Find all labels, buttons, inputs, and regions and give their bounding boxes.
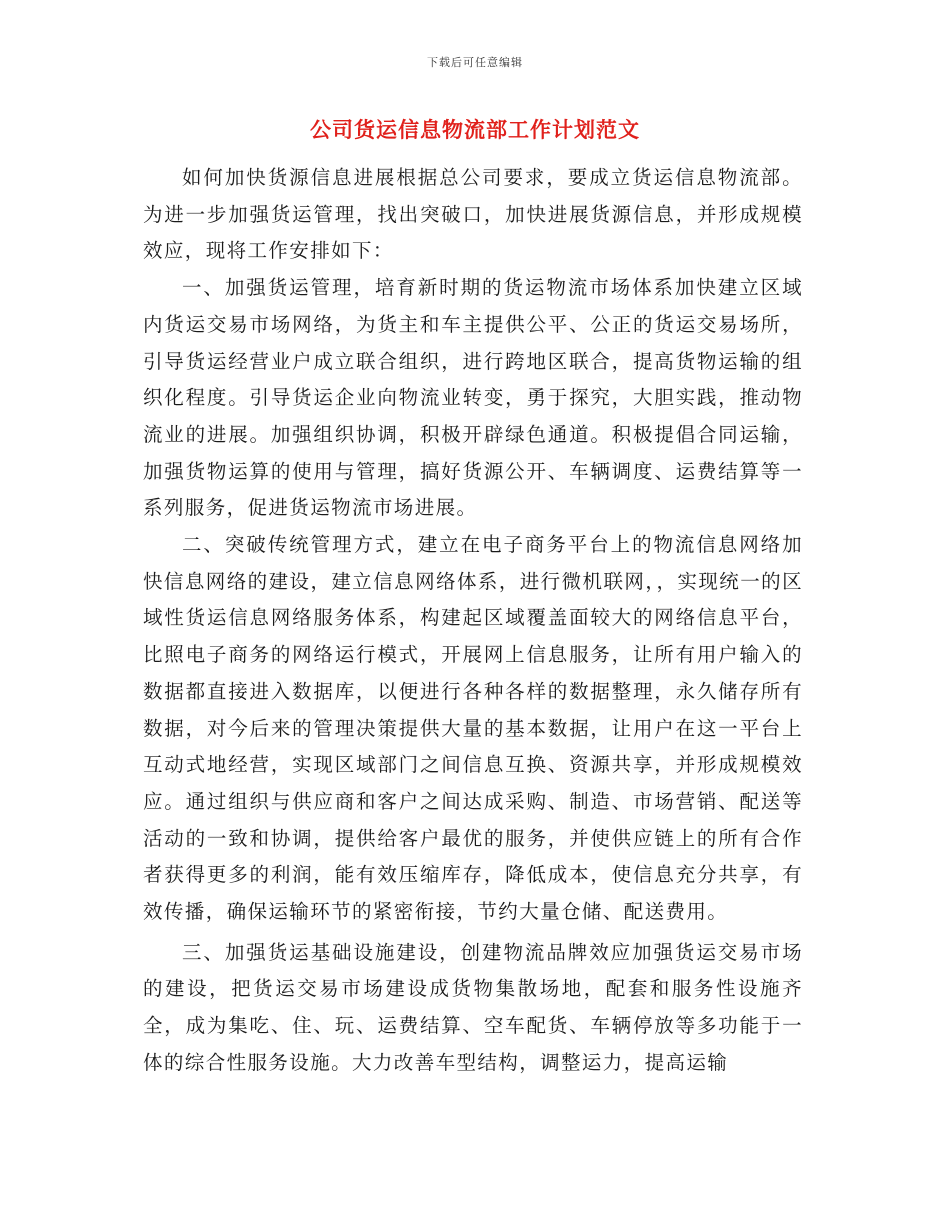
document-body — [143, 160, 803, 1082]
paragraph-section-3: 三、加强货运基础设施建设，创建物流品牌效应加强货运交易市场的建设，把货运交易市场建设成货物集散场地，配套和服务性设施齐全，成为集吃、住、玩、运费结算、空车配货、车辆停放等多功能于一体的综合性服务设施。大力改善车型结构，调整运力，提高运输 — [143, 940, 803, 1074]
paragraph-intro: 如何加快货源信息进展根据总公司要求，要成立货运信息物流部。为进一步加强货运管理，找出突破口，加快进展货源信息，并形成规模效应，现将工作安排如下： — [143, 166, 803, 263]
document-title: 公司货运信息物流部工作计划范文 — [310, 117, 640, 142]
page-header-note: 下载后可任意编辑 — [427, 56, 523, 69]
paragraph-section-2: 二、突破传统管理方式，建立在电子商务平台上的物流信息网络加快信息网络的建设，建立信息网络体系，进行微机联网，，实现统一的区域性货运信息网络服务体系，构建起区域覆盖面较大的网络信息平台，比照电子商务的网络运行模式，开展网上信息服务，让所有用户输入的数据都直接进入数据库，以便进行各种各样的数据整理，永久储存所有数据，对今后来的管理决策提供大量的基本数据，让用户在这一平台上互动式地经营，实现区域部门之间信息互换、资源共享，并形成规模效应。通过组织与供应商和客户之间达成采购、制造、市场营销、配送等活动的一致和协调，提供给客户最优的服务，并使供应链上的所有合作者获得更多的利润，能有效压缩库存，降低成本，使信息充分共享，有效传播，确保运输环节的紧密衔接，节约大量仓储、配送费用。 — [143, 533, 803, 924]
paragraph-section-1: 一、加强货运管理，培育新时期的货运物流市场体系加快建立区域内货运交易市场网络，为货主和车主提供公平、公正的货运交易场所，引导货运经营业户成立联合组织，进行跨地区联合，提高货物运输的组织化程度。引导货运企业向物流业转变，勇于探究，大胆实践，推动物流业的进展。加强组织协调，积极开辟绿色通道。积极提倡合同运输，加强货物运算的使用与管理，搞好货源公开、车辆调度、运费结算等一系列服务，促进货运物流市场进展。 — [143, 276, 803, 520]
